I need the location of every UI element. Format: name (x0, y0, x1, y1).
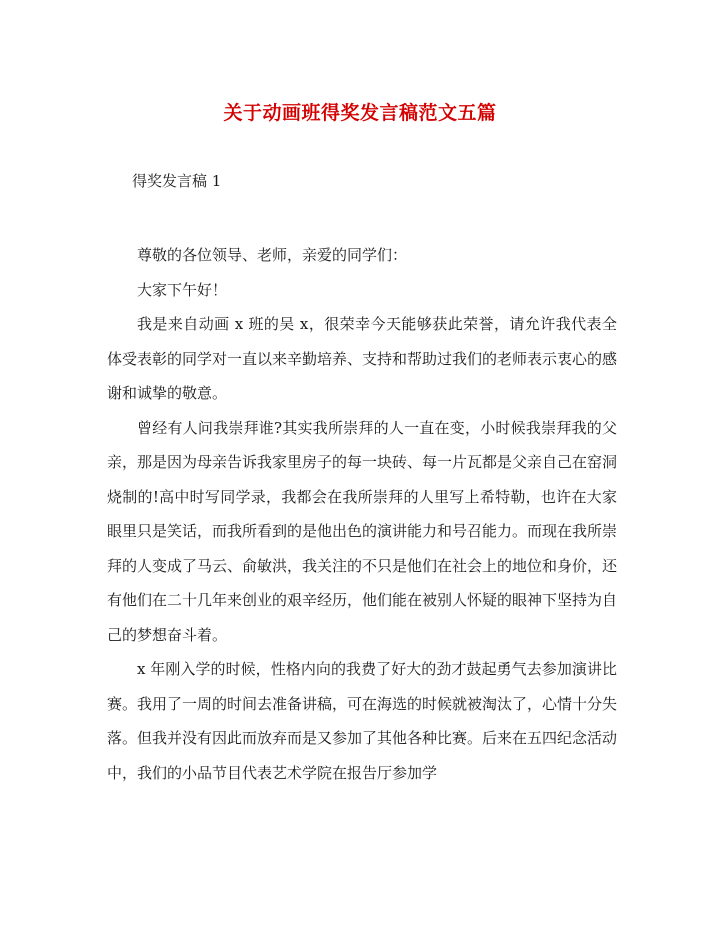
document-body (107, 238, 617, 790)
speech-subheading: 得奖发言稿 1 (132, 172, 222, 190)
greeting-paragraph: 尊敬的各位领导、老师，亲爱的同学们： (137, 246, 408, 264)
body-paragraph: 曾经有人问我崇拜谁?其实我所崇拜的人一直在变，小时候我崇拜我的父亲，那是因为母亲告诉我家里房子的每一块砖、每一片瓦都是父亲自己在窑洞烧制的!高中时写同学录，我都会在我所崇拜的人里写上希特勒，也许在大家眼里只是笑话，而我所看到的是他出色的演讲能力和号召能力。而现在我所崇拜的人变成了马云、俞敏洪，我关注的不只是他们在社会上的地位和身价，还有他们在二十几年来创业的艰辛经历，他们能在被别人怀疑的眼神下坚持为自己的梦想奋斗着。 (107, 418, 618, 644)
salutation-paragraph: 大家下午好！ (137, 280, 228, 299)
document-title: 关于动画班得奖发言稿范文五篇 (223, 102, 497, 124)
body-paragraph: 我是来自动画 x 班的吴 x，很荣幸今天能够获此荣誉，请允许我代表全体受表彰的同学对一直以来辛勤培养、支持和帮助过我们的老师表示衷心的感谢和诚挚的敬意。 (107, 315, 618, 402)
body-paragraph: x 年刚入学的时候，性格内向的我费了好大的劲才鼓起勇气去参加演讲比赛。我用了一周的时间去准备讲稿，可在海选的时候就被淘汰了，心情十分失落。但我并没有因此而放弃而是又参加了其他各种比赛。后来在五四纪念活动中，我们的小品节目代表艺术学院在报告厅参加学 (107, 660, 618, 782)
